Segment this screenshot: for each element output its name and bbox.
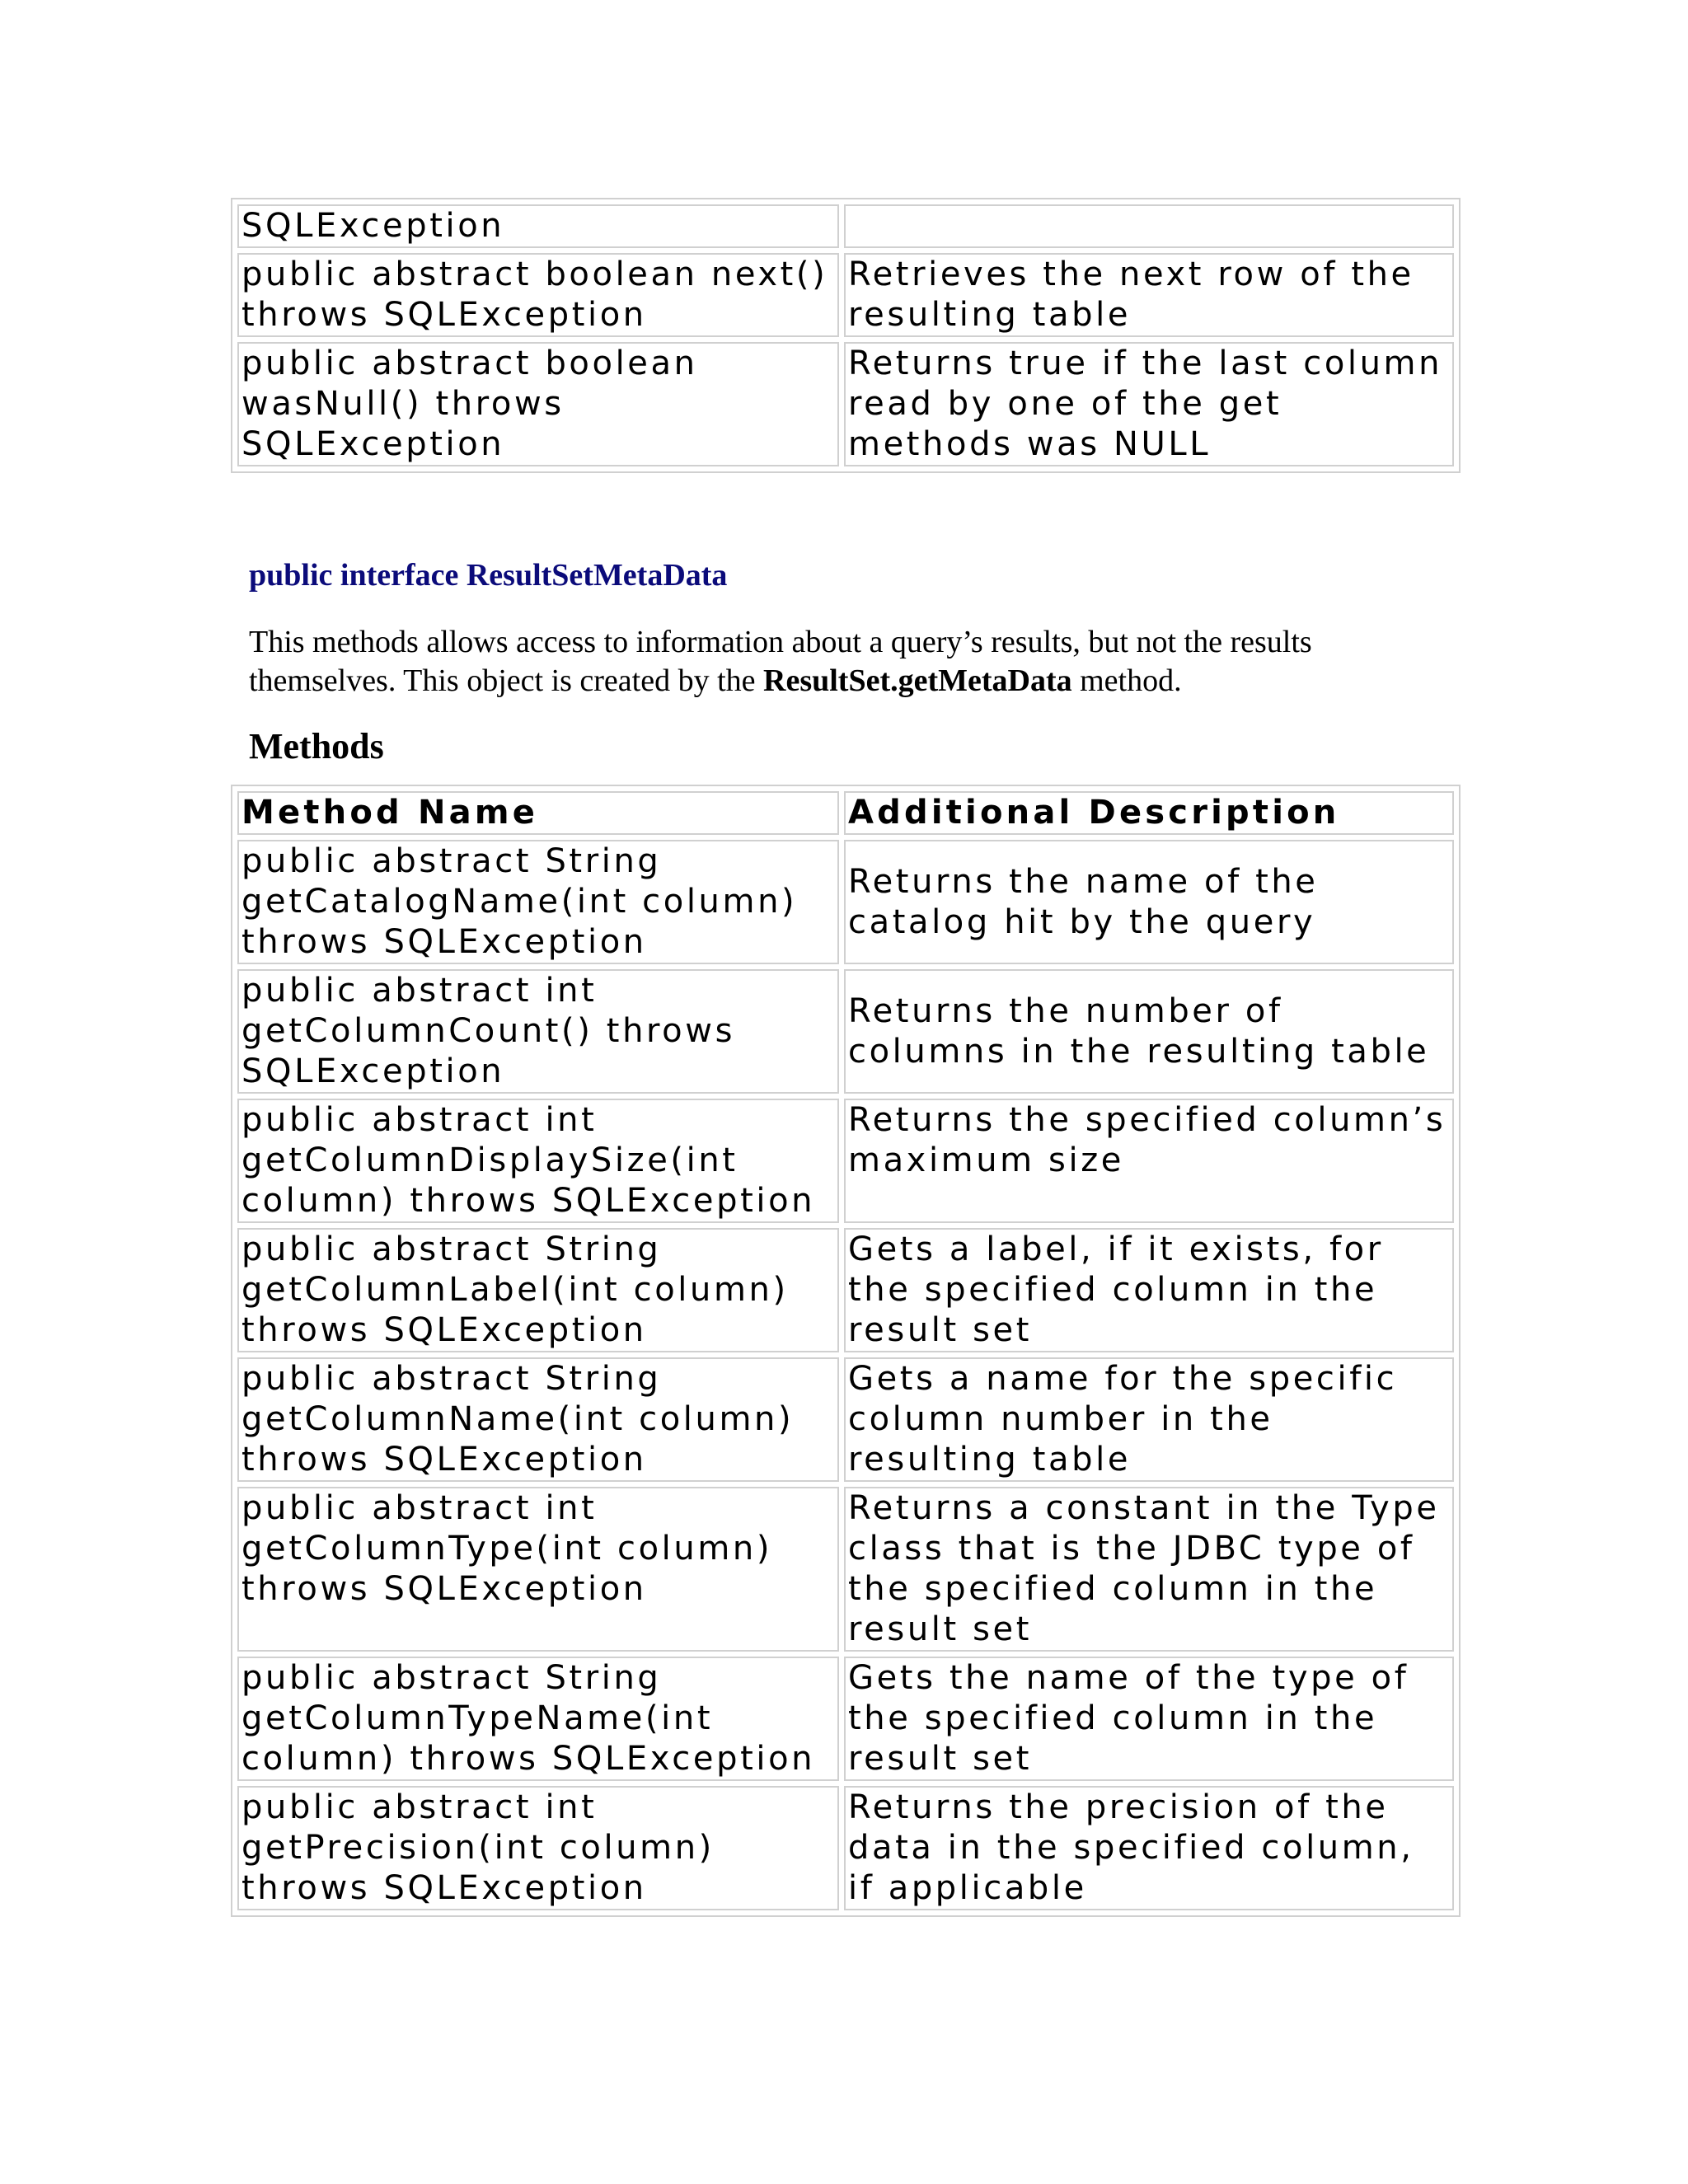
description-cell: Returns a constant in the Type class that is the JDBC type of the specified column in the result set <box>844 1487 1454 1652</box>
method-cell: public abstract int getColumnCount() throws SQLException <box>237 969 839 1094</box>
methods-heading: Methods <box>249 726 384 766</box>
description-cell: Returns the precision of the data in the specified column, if applicable <box>844 1786 1454 1910</box>
method-cell: public abstract int getColumnType(int column) throws SQLException <box>237 1487 839 1652</box>
method-cell: public abstract int getPrecision(int column) throws SQLException <box>237 1786 839 1910</box>
method-cell: public abstract boolean wasNull() throws SQLException <box>237 342 839 466</box>
method-cell: public abstract String getColumnTypeName(int column) throws SQLException <box>237 1657 839 1781</box>
method-cell: SQLException <box>237 204 839 248</box>
description-cell: Gets the name of the type of the specified column in the result set <box>844 1657 1454 1781</box>
section-title: public interface ResultSetMetaData <box>249 558 728 593</box>
resultset-methods-table-continued <box>231 198 1461 473</box>
table-row <box>237 969 1454 1094</box>
method-cell: public abstract boolean next() throws SQLException <box>237 253 839 337</box>
description-cell: Gets a name for the specific column number in the resulting table <box>844 1357 1454 1482</box>
intro-text-end: method. <box>1071 663 1182 698</box>
table-row <box>237 1487 1454 1652</box>
section-intro <box>249 623 1452 701</box>
header-additional-description: Additional Description <box>844 791 1454 835</box>
table-row <box>237 253 1454 337</box>
table-row <box>237 1786 1454 1910</box>
table-row <box>237 342 1454 466</box>
table-header-row <box>237 791 1454 835</box>
intro-text: This methods allows access to information about a query’s results, but not the results themselves. This object is created by the <box>249 625 1312 698</box>
description-cell: Retrieves the next row of the resulting table <box>844 253 1454 337</box>
method-cell: public abstract String getCatalogName(int column) throws SQLException <box>237 840 839 964</box>
description-cell: Returns the name of the catalog hit by the query <box>844 840 1454 964</box>
table-row <box>237 1228 1454 1352</box>
table-row <box>237 1357 1454 1482</box>
method-cell: public abstract String getColumnName(int column) throws SQLException <box>237 1357 839 1482</box>
table-row <box>237 1657 1454 1781</box>
table-row <box>237 840 1454 964</box>
description-cell: Gets a label, if it exists, for the specified column in the result set <box>844 1228 1454 1352</box>
description-cell: Returns the specified column’s maximum size <box>844 1099 1454 1223</box>
method-cell: public abstract String getColumnLabel(int column) throws SQLException <box>237 1228 839 1352</box>
description-cell: Returns the number of columns in the resulting table <box>844 969 1454 1094</box>
header-method-name: Method Name <box>237 791 839 835</box>
description-cell <box>844 204 1454 248</box>
metadata-methods-table <box>231 785 1461 1917</box>
description-cell: Returns true if the last column read by one of the get methods was NULL <box>844 342 1454 466</box>
table-row <box>237 204 1454 248</box>
intro-method-reference: ResultSet.getMetaData <box>763 663 1072 698</box>
method-cell: public abstract int getColumnDisplaySize(int column) throws SQLException <box>237 1099 839 1223</box>
table-row <box>237 1099 1454 1223</box>
